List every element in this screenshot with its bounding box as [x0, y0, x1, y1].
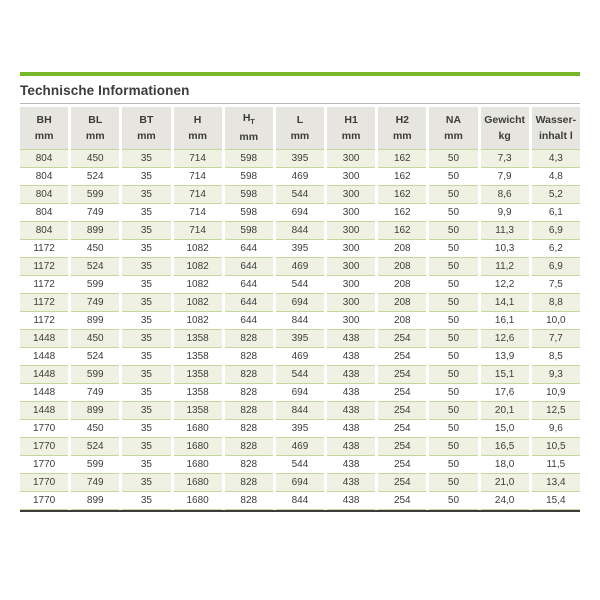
- table-cell: 162: [378, 150, 426, 168]
- table-cell: 16,1: [481, 312, 529, 330]
- table-cell: 10,0: [532, 312, 580, 330]
- table-cell: 300: [327, 276, 375, 294]
- table-cell: 254: [378, 330, 426, 348]
- table-cell: 35: [122, 276, 170, 294]
- table-cell: 50: [429, 456, 477, 474]
- table-cell: 749: [71, 294, 119, 312]
- table-cell: 844: [276, 222, 324, 240]
- table-cell: 644: [225, 312, 273, 330]
- table-cell: 1770: [20, 420, 68, 438]
- table-cell: 438: [327, 438, 375, 456]
- table-row: [20, 186, 580, 204]
- table-cell: 1448: [20, 348, 68, 366]
- table-cell: 598: [225, 222, 273, 240]
- table-row: [20, 150, 580, 168]
- column-header: H mm: [174, 107, 222, 150]
- table-cell: 300: [327, 222, 375, 240]
- table-cell: 35: [122, 420, 170, 438]
- table-cell: 50: [429, 492, 477, 510]
- table-cell: 899: [71, 222, 119, 240]
- column-header: BH mm: [20, 107, 68, 150]
- table-cell: 50: [429, 438, 477, 456]
- table-cell: 35: [122, 402, 170, 420]
- table-cell: 9,6: [532, 420, 580, 438]
- table-cell: 300: [327, 258, 375, 276]
- column-header-unit: mm: [392, 130, 412, 142]
- column-header-unit: mm: [239, 131, 259, 144]
- content-area: [20, 0, 580, 512]
- table-cell: 254: [378, 456, 426, 474]
- table-cell: 35: [122, 384, 170, 402]
- table-cell: 395: [276, 240, 324, 258]
- table-cell: 254: [378, 402, 426, 420]
- table-row: [20, 366, 580, 384]
- table-cell: 828: [225, 474, 273, 492]
- table-cell: 15,4: [532, 492, 580, 510]
- table-cell: 8,6: [481, 186, 529, 204]
- table-cell: 1172: [20, 276, 68, 294]
- table-cell: 469: [276, 258, 324, 276]
- table-cell: 1082: [174, 240, 222, 258]
- table-cell: 1770: [20, 438, 68, 456]
- table-row: [20, 240, 580, 258]
- table-cell: 749: [71, 204, 119, 222]
- table-cell: 804: [20, 150, 68, 168]
- table-cell: 438: [327, 492, 375, 510]
- table-cell: 50: [429, 276, 477, 294]
- table-row: [20, 492, 580, 510]
- table-cell: 1680: [174, 492, 222, 510]
- header-row: [20, 107, 580, 150]
- table-cell: 50: [429, 420, 477, 438]
- table-cell: 50: [429, 168, 477, 186]
- table-cell: 828: [225, 492, 273, 510]
- table-cell: 844: [276, 492, 324, 510]
- table-cell: 1172: [20, 240, 68, 258]
- table-cell: 438: [327, 456, 375, 474]
- table-cell: 469: [276, 348, 324, 366]
- table-cell: 714: [174, 222, 222, 240]
- table-cell: 300: [327, 186, 375, 204]
- table-cell: 1358: [174, 348, 222, 366]
- table-cell: 20,1: [481, 402, 529, 420]
- table-cell: 24,0: [481, 492, 529, 510]
- table-cell: 1448: [20, 402, 68, 420]
- table-cell: 450: [71, 240, 119, 258]
- table-cell: 438: [327, 348, 375, 366]
- table-cell: 749: [71, 474, 119, 492]
- table-cell: 749: [71, 384, 119, 402]
- table-cell: 35: [122, 456, 170, 474]
- table-cell: 1680: [174, 420, 222, 438]
- table-cell: 35: [122, 330, 170, 348]
- table-cell: 450: [71, 150, 119, 168]
- table-cell: 35: [122, 492, 170, 510]
- table-cell: 21,0: [481, 474, 529, 492]
- column-header: H1 mm: [327, 107, 375, 150]
- table-cell: 50: [429, 366, 477, 384]
- table-cell: 11,3: [481, 222, 529, 240]
- table-cell: 162: [378, 168, 426, 186]
- table-cell: 598: [225, 150, 273, 168]
- table-cell: 598: [225, 168, 273, 186]
- table-cell: 1448: [20, 384, 68, 402]
- table-cell: 1358: [174, 402, 222, 420]
- table-cell: 899: [71, 402, 119, 420]
- table-cell: 35: [122, 312, 170, 330]
- table-cell: 1358: [174, 384, 222, 402]
- column-header-unit: mm: [341, 130, 361, 142]
- table-row: [20, 348, 580, 366]
- table-cell: 5,2: [532, 186, 580, 204]
- table-cell: 694: [276, 294, 324, 312]
- table-cell: 1770: [20, 456, 68, 474]
- table-cell: 254: [378, 366, 426, 384]
- table-cell: 9,9: [481, 204, 529, 222]
- table-cell: 35: [122, 204, 170, 222]
- table-cell: 450: [71, 330, 119, 348]
- table-cell: 35: [122, 168, 170, 186]
- table-cell: 544: [276, 186, 324, 204]
- column-header: BL mm: [71, 107, 119, 150]
- table-cell: 50: [429, 384, 477, 402]
- table-cell: 50: [429, 150, 477, 168]
- table-cell: 35: [122, 258, 170, 276]
- table-cell: 50: [429, 348, 477, 366]
- table-cell: 50: [429, 258, 477, 276]
- title-rule: [20, 103, 580, 104]
- table-cell: 1082: [174, 294, 222, 312]
- table-cell: 1082: [174, 258, 222, 276]
- column-header: BT mm: [122, 107, 170, 150]
- column-header: $H_T$ mm: [225, 107, 273, 150]
- table-cell: 6,2: [532, 240, 580, 258]
- table-cell: 1448: [20, 330, 68, 348]
- table-cell: 1172: [20, 294, 68, 312]
- table-row: [20, 456, 580, 474]
- table-cell: 828: [225, 348, 273, 366]
- table-cell: 50: [429, 402, 477, 420]
- table-cell: 35: [122, 186, 170, 204]
- table-header: [20, 107, 580, 150]
- table-cell: 10,3: [481, 240, 529, 258]
- table-cell: 438: [327, 402, 375, 420]
- table-cell: 599: [71, 366, 119, 384]
- table-cell: 828: [225, 366, 273, 384]
- table-cell: 1082: [174, 276, 222, 294]
- table-cell: 6,1: [532, 204, 580, 222]
- table-cell: 450: [71, 420, 119, 438]
- table-cell: 254: [378, 384, 426, 402]
- table-cell: 300: [327, 294, 375, 312]
- table-cell: 694: [276, 474, 324, 492]
- table-row: [20, 204, 580, 222]
- table-cell: 50: [429, 204, 477, 222]
- table-cell: 844: [276, 312, 324, 330]
- table-cell: 208: [378, 294, 426, 312]
- table-row: [20, 330, 580, 348]
- table-cell: 899: [71, 492, 119, 510]
- table-cell: 14,1: [481, 294, 529, 312]
- table-cell: 15,1: [481, 366, 529, 384]
- column-header: Gewicht kg: [481, 107, 529, 150]
- table-cell: 804: [20, 186, 68, 204]
- table-cell: 844: [276, 402, 324, 420]
- table-cell: 300: [327, 204, 375, 222]
- table-cell: 35: [122, 366, 170, 384]
- table-cell: 1172: [20, 312, 68, 330]
- table-cell: 35: [122, 240, 170, 258]
- table-cell: 12,5: [532, 402, 580, 420]
- table-cell: 804: [20, 222, 68, 240]
- table-cell: 50: [429, 474, 477, 492]
- table-bottom-border: [20, 510, 580, 512]
- table-cell: 50: [429, 186, 477, 204]
- table-row: [20, 312, 580, 330]
- table-cell: 162: [378, 186, 426, 204]
- table-row: [20, 168, 580, 186]
- table-cell: 395: [276, 420, 324, 438]
- table-cell: 7,3: [481, 150, 529, 168]
- column-header-unit: mm: [34, 130, 54, 142]
- table-cell: 395: [276, 150, 324, 168]
- table-cell: 544: [276, 456, 324, 474]
- table-cell: 544: [276, 276, 324, 294]
- column-header-subscript: T: [250, 119, 255, 127]
- table-row: [20, 276, 580, 294]
- table-cell: 828: [225, 330, 273, 348]
- table-cell: 254: [378, 492, 426, 510]
- table-cell: 10,9: [532, 384, 580, 402]
- column-header-unit: mm: [290, 130, 310, 142]
- table-cell: 15,0: [481, 420, 529, 438]
- column-header-unit: inhalt l: [538, 130, 573, 142]
- table-row: [20, 420, 580, 438]
- column-header-unit: mm: [137, 130, 156, 142]
- table-cell: 35: [122, 474, 170, 492]
- column-header: H2 mm: [378, 107, 426, 150]
- table-cell: 18,0: [481, 456, 529, 474]
- column-header-unit: mm: [85, 130, 105, 142]
- table-cell: 35: [122, 294, 170, 312]
- table-cell: 1680: [174, 438, 222, 456]
- table-cell: 11,2: [481, 258, 529, 276]
- table-cell: 828: [225, 456, 273, 474]
- column-header: L mm: [276, 107, 324, 150]
- table-row: [20, 474, 580, 492]
- table-cell: 438: [327, 384, 375, 402]
- table-cell: 8,8: [532, 294, 580, 312]
- table-cell: 208: [378, 240, 426, 258]
- technical-data-table: [17, 107, 583, 510]
- table-row: [20, 222, 580, 240]
- table-row: [20, 384, 580, 402]
- table-cell: 12,6: [481, 330, 529, 348]
- accent-bar: [20, 72, 580, 76]
- table-cell: 714: [174, 150, 222, 168]
- table-cell: 300: [327, 150, 375, 168]
- table-cell: 13,4: [532, 474, 580, 492]
- table-cell: 300: [327, 240, 375, 258]
- column-header-unit: mm: [188, 130, 207, 142]
- table-cell: 208: [378, 258, 426, 276]
- table-cell: 162: [378, 204, 426, 222]
- table-cell: 35: [122, 222, 170, 240]
- table-cell: 1358: [174, 366, 222, 384]
- table-cell: 35: [122, 348, 170, 366]
- table-cell: 1448: [20, 366, 68, 384]
- table-cell: 35: [122, 438, 170, 456]
- table-cell: 395: [276, 330, 324, 348]
- table-cell: 9,3: [532, 366, 580, 384]
- table-cell: 644: [225, 240, 273, 258]
- table-cell: 1358: [174, 330, 222, 348]
- table-cell: 899: [71, 312, 119, 330]
- table-cell: 300: [327, 312, 375, 330]
- column-header-unit: kg: [498, 130, 511, 142]
- table-cell: 524: [71, 258, 119, 276]
- table-cell: 7,5: [532, 276, 580, 294]
- table-cell: 644: [225, 276, 273, 294]
- table-cell: 828: [225, 420, 273, 438]
- table-cell: 599: [71, 186, 119, 204]
- table-cell: 524: [71, 168, 119, 186]
- table-cell: 50: [429, 330, 477, 348]
- table-cell: 598: [225, 204, 273, 222]
- table-cell: 6,9: [532, 222, 580, 240]
- table-cell: 8,5: [532, 348, 580, 366]
- table-cell: 254: [378, 420, 426, 438]
- table-row: [20, 438, 580, 456]
- table-cell: 50: [429, 294, 477, 312]
- table-cell: 469: [276, 168, 324, 186]
- table-cell: 438: [327, 366, 375, 384]
- table-cell: 1680: [174, 474, 222, 492]
- table-cell: 16,5: [481, 438, 529, 456]
- table-cell: 714: [174, 168, 222, 186]
- table-cell: 438: [327, 474, 375, 492]
- table-cell: 208: [378, 312, 426, 330]
- table-cell: 1770: [20, 492, 68, 510]
- table-cell: 12,2: [481, 276, 529, 294]
- table-cell: 50: [429, 240, 477, 258]
- table-cell: 524: [71, 438, 119, 456]
- table-cell: 828: [225, 402, 273, 420]
- table-cell: 714: [174, 186, 222, 204]
- table-cell: 1770: [20, 474, 68, 492]
- table-cell: 254: [378, 438, 426, 456]
- table-cell: 17,6: [481, 384, 529, 402]
- table-cell: 6,9: [532, 258, 580, 276]
- table-cell: 599: [71, 276, 119, 294]
- table-row: [20, 258, 580, 276]
- table-cell: 469: [276, 438, 324, 456]
- table-cell: 10,5: [532, 438, 580, 456]
- table-cell: 598: [225, 186, 273, 204]
- table-cell: 438: [327, 330, 375, 348]
- table-cell: 4,3: [532, 150, 580, 168]
- column-header-unit: mm: [444, 130, 463, 142]
- table-cell: 544: [276, 366, 324, 384]
- table-row: [20, 294, 580, 312]
- table-cell: 1680: [174, 456, 222, 474]
- table-cell: 828: [225, 384, 273, 402]
- table-cell: 1172: [20, 258, 68, 276]
- table-cell: 162: [378, 222, 426, 240]
- page-title: Technische Informationen: [20, 83, 190, 98]
- table-row: [20, 402, 580, 420]
- table-cell: 254: [378, 348, 426, 366]
- table-cell: 254: [378, 474, 426, 492]
- table-cell: 644: [225, 258, 273, 276]
- table-cell: 644: [225, 294, 273, 312]
- table-cell: 50: [429, 312, 477, 330]
- table-cell: 13,9: [481, 348, 529, 366]
- table-cell: 524: [71, 348, 119, 366]
- table-cell: 438: [327, 420, 375, 438]
- table-cell: 7,7: [532, 330, 580, 348]
- table-body: [20, 150, 580, 510]
- table-cell: 208: [378, 276, 426, 294]
- table-cell: 300: [327, 168, 375, 186]
- table-cell: 11,5: [532, 456, 580, 474]
- table-cell: 694: [276, 384, 324, 402]
- table-cell: 7,9: [481, 168, 529, 186]
- table-cell: 50: [429, 222, 477, 240]
- column-header: Wasser- inhalt l: [532, 107, 580, 150]
- table-cell: 694: [276, 204, 324, 222]
- table-cell: 4,8: [532, 168, 580, 186]
- table-cell: 804: [20, 168, 68, 186]
- table-cell: 599: [71, 456, 119, 474]
- column-header: NA mm: [429, 107, 477, 150]
- table-cell: 714: [174, 204, 222, 222]
- table-cell: 35: [122, 150, 170, 168]
- table-cell: 804: [20, 204, 68, 222]
- table-cell: 1082: [174, 312, 222, 330]
- table-cell: 828: [225, 438, 273, 456]
